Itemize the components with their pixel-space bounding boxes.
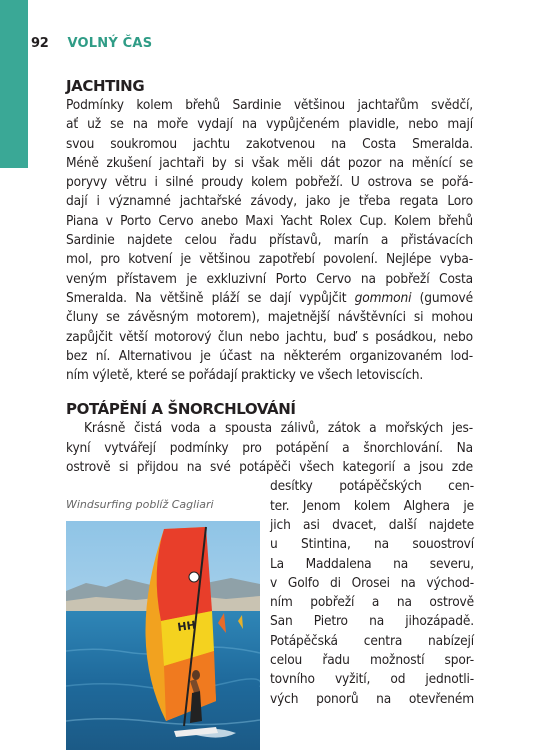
- text-line: San Pietro na jihozápadě.: [270, 613, 474, 630]
- text-line: mol, pro kotvení je většinou zapotřebí povolení. Nejlépe vyba-: [66, 251, 473, 268]
- windsurfing-illustration: [66, 521, 260, 750]
- windsurfing-photo: [66, 521, 260, 750]
- wrapped-text-column: [270, 477, 474, 709]
- text-line: ním výletě, které se pořádají prakticky ve všech letoviscích.: [66, 367, 424, 384]
- text-line: kyní vytvářejí podmínky pro potápění a šnorchlování. Na: [66, 439, 473, 456]
- text-line: veným přístavem je exkluzivní Porto Cervo na pobřeží Costa: [66, 270, 473, 287]
- text-line: Podmínky kolem břehů Sardinie většinou jachtařům svědčí,: [66, 97, 473, 113]
- italic-term: gommoni: [354, 289, 412, 306]
- section-color-tab: [0, 0, 28, 168]
- text-line-with-italic: [66, 289, 473, 308]
- sail-logo: HH: [176, 618, 197, 634]
- text-line: svou soukromou jachtu zakotvenou na Costa Smeralda.: [66, 135, 473, 152]
- running-head: VOLNÝ ČAS: [67, 36, 153, 51]
- text-line: jich asi dvacet, další najdete: [270, 516, 474, 533]
- page-header: [31, 36, 152, 56]
- text-line: čluny se závěsným motorem), majetnější návštěvníci si mohou: [66, 309, 473, 326]
- text-line: u Stintina, na souostroví: [270, 536, 474, 553]
- text-line: vých ponorů na otevřeném: [270, 690, 474, 707]
- text-line: celou řadu možností spor-: [270, 652, 474, 669]
- text-line: v Golfo di Orosei na východ-: [270, 574, 474, 591]
- jachting-paragraph: [66, 96, 473, 385]
- text-line: Sardinie najdete celou řadu přístavů, marín a přistávacích: [66, 232, 473, 249]
- text-line: Piana v Porto Cervo anebo Maxi Yacht Rolex Cup. Kolem břehů: [66, 212, 473, 229]
- text-line: zapůjčit větší motorový člun nebo jachtu, buď s posádkou, nebo: [66, 328, 473, 345]
- photo-caption: Windsurfing poblíž Cagliari: [66, 498, 214, 511]
- section-heading-jachting: JACHTING: [66, 77, 145, 95]
- text-line: tovního vyžití, od jednotli-: [270, 671, 474, 688]
- text-fragment: (gumové: [419, 289, 474, 306]
- text-line: ostrově si přijdou na své potápěči všech kategorií a jsou zde: [66, 459, 473, 476]
- text-fragment: Smeralda. Na většině pláží se dají vypůjčit: [66, 289, 347, 306]
- text-line: desítky potápěčských cen-: [270, 478, 474, 495]
- text-line: La Maddalena na severu,: [270, 555, 474, 572]
- page-edge-tab: [0, 0, 28, 750]
- text-line: ať už se na moře vydají na vypůjčeném plavidle, nebo mají: [66, 116, 473, 133]
- text-line: bez ní. Alternativou je účast na některém organizovaném lod-: [66, 347, 473, 364]
- text-line: poryvy větru i silné proudy kolem pobřeží. U ostrova se pořá-: [66, 174, 473, 191]
- text-line: Krásně čistá voda a spousta zálivů, zátok a mořských jes-: [84, 420, 473, 437]
- text-line: Méně zkušení jachtaři by si však měli dát pozor na měnící se: [66, 154, 473, 171]
- section-heading-potapeni: POTÁPĚNÍ A ŠNORCHLOVÁNÍ: [66, 400, 296, 419]
- text-line: ním pobřeží a na ostrově: [270, 594, 474, 611]
- page-number: 92: [31, 36, 49, 51]
- text-line: ter. Jenom kolem Alghera je: [270, 497, 474, 514]
- text-line: dají i významné jachtařské závody, jako je třeba regata Loro: [66, 193, 473, 210]
- text-line: Potápěčská centra nabízejí: [270, 632, 474, 649]
